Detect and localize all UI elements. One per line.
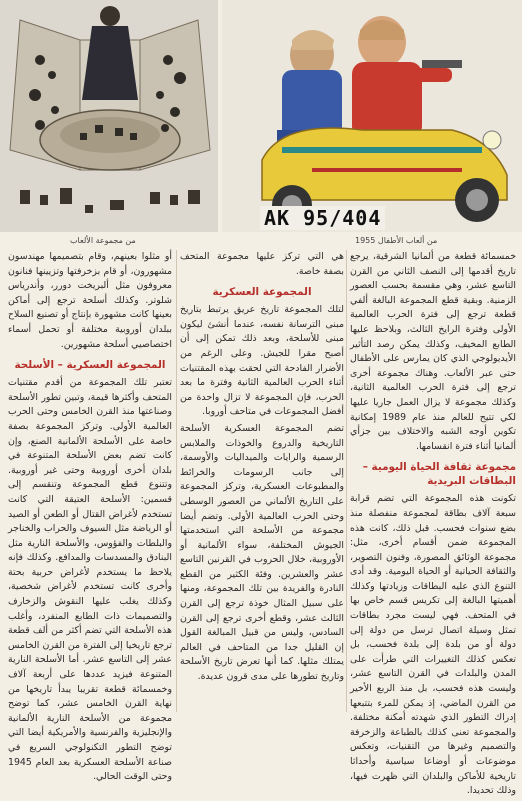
- article-column-left: [8, 250, 172, 787]
- section-heading-postcards: مجموعة ثقافة الحياة اليومية – البطاقات البريدية: [362, 461, 516, 488]
- article-column-middle: [180, 250, 344, 687]
- license-plate-label: AK 95/404: [260, 206, 385, 230]
- article-column-right: [350, 250, 516, 801]
- paragraph: لتلك المجموعة تاريخ عريق يرتبط بتاريخ مبنى الترسانة نفسه، عندما أنشئ ليكون مبنى للأسلحة، وبعد ذلك تمكن إلى أن أصبح مقرا للجيش. وعلى الرغم من الأضرار الفادحة التي لحقت بهذه المقتنيات أثناء الحرب العالمية الثانية وفترة ما بعد الحرب، فإن المجموعة لا تزال واحدة من أفضل المجموعات في متاحف أوروبا.: [180, 304, 344, 418]
- section-heading-weapons: المجموعة العسكرية – الأسلحة: [14, 359, 166, 372]
- paragraph: أو مثلوا بعينهم، وقام بتصميمها مهندسون مشهورون، أو قام بزخرفتها وتزيينها فنانون معروفون مثل ألبريخت دورر، وأندرياس شلوتر. وكذلك أسلحة ترجع إلى أماكن بعينها كانت مشهورة بإنتاج أو تصنيع السلاح ببلدان أوروبية مختلفة أو تحمل أسماء اختصاصيي أسلحة مشهورين.: [8, 251, 172, 350]
- column-divider: [176, 250, 177, 712]
- paragraph: تعتبر تلك المجموعة من أقدم مقتنيات المتحف وأكثرها قيمة، وتبين تطور الأسلحة وصناعتها منذ القرن الخامس وحتى الحرب العالمية الأولى. وتركز المجموعة بصفة خاصة على الأسلحة الألمانية الصنع، وإن كانت تضم بعض الأسلحة المتنوعة في بلدان أخرى أوروبية وحتى غير أوروبية. وتتنوع قطع المجموعة وتنقسم إلى قسمين: الأسلحة العتيقة التي كانت تستخدم لأغراض القتال أو الطعن أو الصيد أو الرياضة مثل السيوف والحراب والخناجر والبلطات والفؤوس، والأسلحة النارية مثل البنادق والمسدسات والمدافع. وكذلك فإنه يلاحظ ما يستخدم لأغراض حربية بحتة وأخرى كانت تستخدم لأغراض شخصية، وكذلك يغلب عليها النقوش والزخارف والتصميمات ذات الطابع المنفرد، وأغلب هذه الأسلحة التي تضم أكثر من ألف قطعة ترجع تاريخيا إلى الفترة من القرن الخامس عشر إلى التاسع عشر. أما الأسلحة النارية المتنوعة فيزيد عددها على أربعة آلاف وخمسمائة قطعة تقريبا يبدأ تاريخها من نهاية القرن الخامس عشر، كما توضح مجموعة من الأسلحة النارية الألمانية والإنجليزية والفرنسية والأمريكية أيضا التي توضح التطور التكنولوجي السريع في صناعة الأسلحة العسكرية بعد العام 1945 وحتى الوقت الحالي.: [8, 377, 172, 783]
- tin-scooter-toy-photo: [222, 0, 522, 232]
- toy-display-illustration: [0, 0, 218, 232]
- column-divider: [346, 250, 347, 712]
- toy-collection-photo: [0, 0, 218, 232]
- right-photo-caption: من ألعاب الأطفال 1955: [355, 236, 438, 245]
- left-photo-caption: من مجموعة الألعاب: [70, 236, 136, 245]
- scooter-illustration: [222, 0, 522, 232]
- paragraph: هي التي تركز عليها مجموعة المتحف بصفة خاصة.: [180, 251, 344, 277]
- paragraph: تضم المجموعة العسكرية الأسلحة التاريخية والدروع والخوذات والملابس الرسمية والرايات والميداليات والأوسمة، إلى جانب الرسومات والخرائط والمطبوعات العسكرية، وتركز المجموعة على التاريخ الألماني من العصور الوسطى وحتى الحرب العالمية الأولى. وتضم أيضا مجموعة من الأسلحة التي استخدمتها الجيوش المختلفة، سواء الألمانية أو الأوروبية، خلال الحروب في القرنين التاسع عشر والعشرين. وفئة الكثير من القطع النادرة والفريدة بين تلك المجموعة، ومنها على سبيل المثال خوذة ترجع إلى القرن الثالث عشر، وقطع أخرى ترجع إلى القرن السادس، وليس من قبيل المبالغة القول إن القليل جدا من المتاحف في العالم يمتلك مثلها. كما أنها تعرض تاريخ الأسلحة وتاريخ تطورها على مدى قرون عديدة.: [180, 422, 344, 683]
- paragraph: خمسمائة قطعة من ألمانيا الشرقية، يرجع تاريخ أقدمها إلى النصف الثاني من القرن التاسع عشر، وهي مقسمة بحسب العصور الزمنية. وبقية قطع المجموعة البالغة ألفي قطعة ترجع إلى فترة الحرب العالمية الأولى وفترة الرايخ الثالث، وبلاحظ عليها الطابع المخيف، وكذلك يمكن رصد التأثير الأيديولوجي الذي كان يمارس على الأطفال حتى عبر الألعاب. وهناك مجموعة أخرى ترجع إلى فترة الحرب العالمية الثانية، وكذلك مجموعة لا يزال العمل جاريا عليها لكي تتيح للعالم منذ عام 1989 إمكانية تكوين أوجه الشبه والاختلاف بين جزأي ألمانيا أثناء فترة انقسامها.: [350, 251, 517, 452]
- section-heading-military: المجموعة العسكرية: [212, 286, 312, 299]
- paragraph: تكونت هذه المجموعة التي تضم قرابة سبعة آلاف بطاقة لمجموعة منفصلة منذ بضع سنوات فحسب. قبل ذلك، كانت هذه المجموعة ضمن أقسام أخرى، مثل: مجموعة الوثائق المصورة، وفنون التصوير، والثقافة الحياتية أو الحياة اليومية. وقد أدى التنوع الذي عليه البطاقات وزيادتها وكذلك أهميتها البالغة إلى تكريس قسم خاص بها في المتحف. فهي ليست مجرد بطاقات تمثل وسيلة اتصال ترسل من دولة إلى دولة أو من بلدة إلى بلدة فحسب، بل تعكس كذلك التغييرات التي طرأت على المدن والبلدات في القرن التاسع عشر، وليست هذه فحسب، بل منذ الربع الأخير من القرن الماضي، إذ يمكن للمرء بتتبعها إدراك التطور الذي شهدته أمكنة مختلفة. والمجموعة تعنى كذلك بالطباعة والزخرفة والتصميم وغيرها من التقنيات، وتعكس موضوعات أو أوضاعا سياسية وأحداثا تاريخية للأماكن والبلدان التي ظهرت فيها، وذلك تحديدا.: [350, 493, 516, 797]
